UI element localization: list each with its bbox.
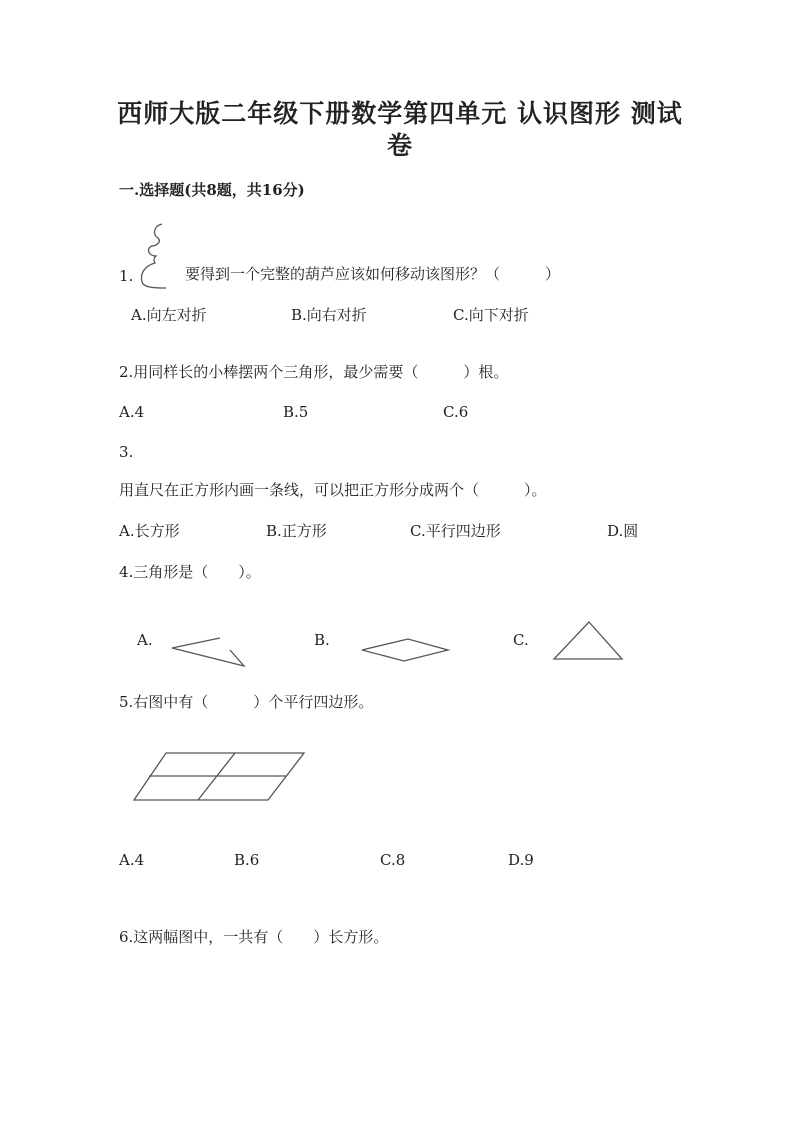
open-angle-icon <box>170 636 250 670</box>
option-b[interactable]: B.向右对折 <box>291 306 367 324</box>
option-c[interactable]: C.6 <box>443 403 469 421</box>
triangle-icon <box>552 620 626 662</box>
option-c[interactable]: C.8 <box>380 851 406 869</box>
parallelogram-grid-icon <box>132 751 308 803</box>
option-a[interactable]: A.向左对折 <box>131 306 207 324</box>
option-a[interactable]: A. <box>137 631 153 649</box>
question-stem: 2.用同样长的小棒摆两个三角形，最少需要（ ）根。 <box>119 363 509 381</box>
section-heading: 一.选择题(共8题，共16分) <box>119 181 305 199</box>
option-a[interactable]: A.4 <box>119 403 145 421</box>
question-stem: 用直尺在正方形内画一条线，可以把正方形分成两个（ ）。 <box>119 481 547 499</box>
option-c[interactable]: C.向下对折 <box>453 306 529 324</box>
page-title-continued: 卷 <box>386 131 413 160</box>
option-a[interactable]: A.长方形 <box>119 522 180 540</box>
question-stem: 5.右图中有（ ）个平行四边形。 <box>119 693 374 711</box>
option-b[interactable]: B. <box>314 631 330 649</box>
half-gourd-icon <box>136 222 176 290</box>
option-c[interactable]: C.平行四边形 <box>410 522 501 540</box>
question-number: 1. <box>119 267 134 285</box>
option-b[interactable]: B.正方形 <box>266 522 327 540</box>
option-a[interactable]: A.4 <box>119 851 145 869</box>
question-stem: 4.三角形是（ ）。 <box>119 563 261 581</box>
option-b[interactable]: B.5 <box>283 403 309 421</box>
page-title: 西师大版二年级下册数学第四单元 认识图形 测试 <box>117 99 683 128</box>
question-number: 3. <box>119 443 134 461</box>
option-b[interactable]: B.6 <box>234 851 260 869</box>
question-stem: 6.这两幅图中，一共有（ ）长方形。 <box>119 928 389 946</box>
option-c[interactable]: C. <box>513 631 529 649</box>
rhombus-icon <box>360 637 452 663</box>
option-d[interactable]: D.圆 <box>607 522 639 540</box>
question-stem: 要得到一个完整的葫芦应该如何移动该图形？（ ） <box>185 265 561 283</box>
option-d[interactable]: D.9 <box>508 851 534 869</box>
